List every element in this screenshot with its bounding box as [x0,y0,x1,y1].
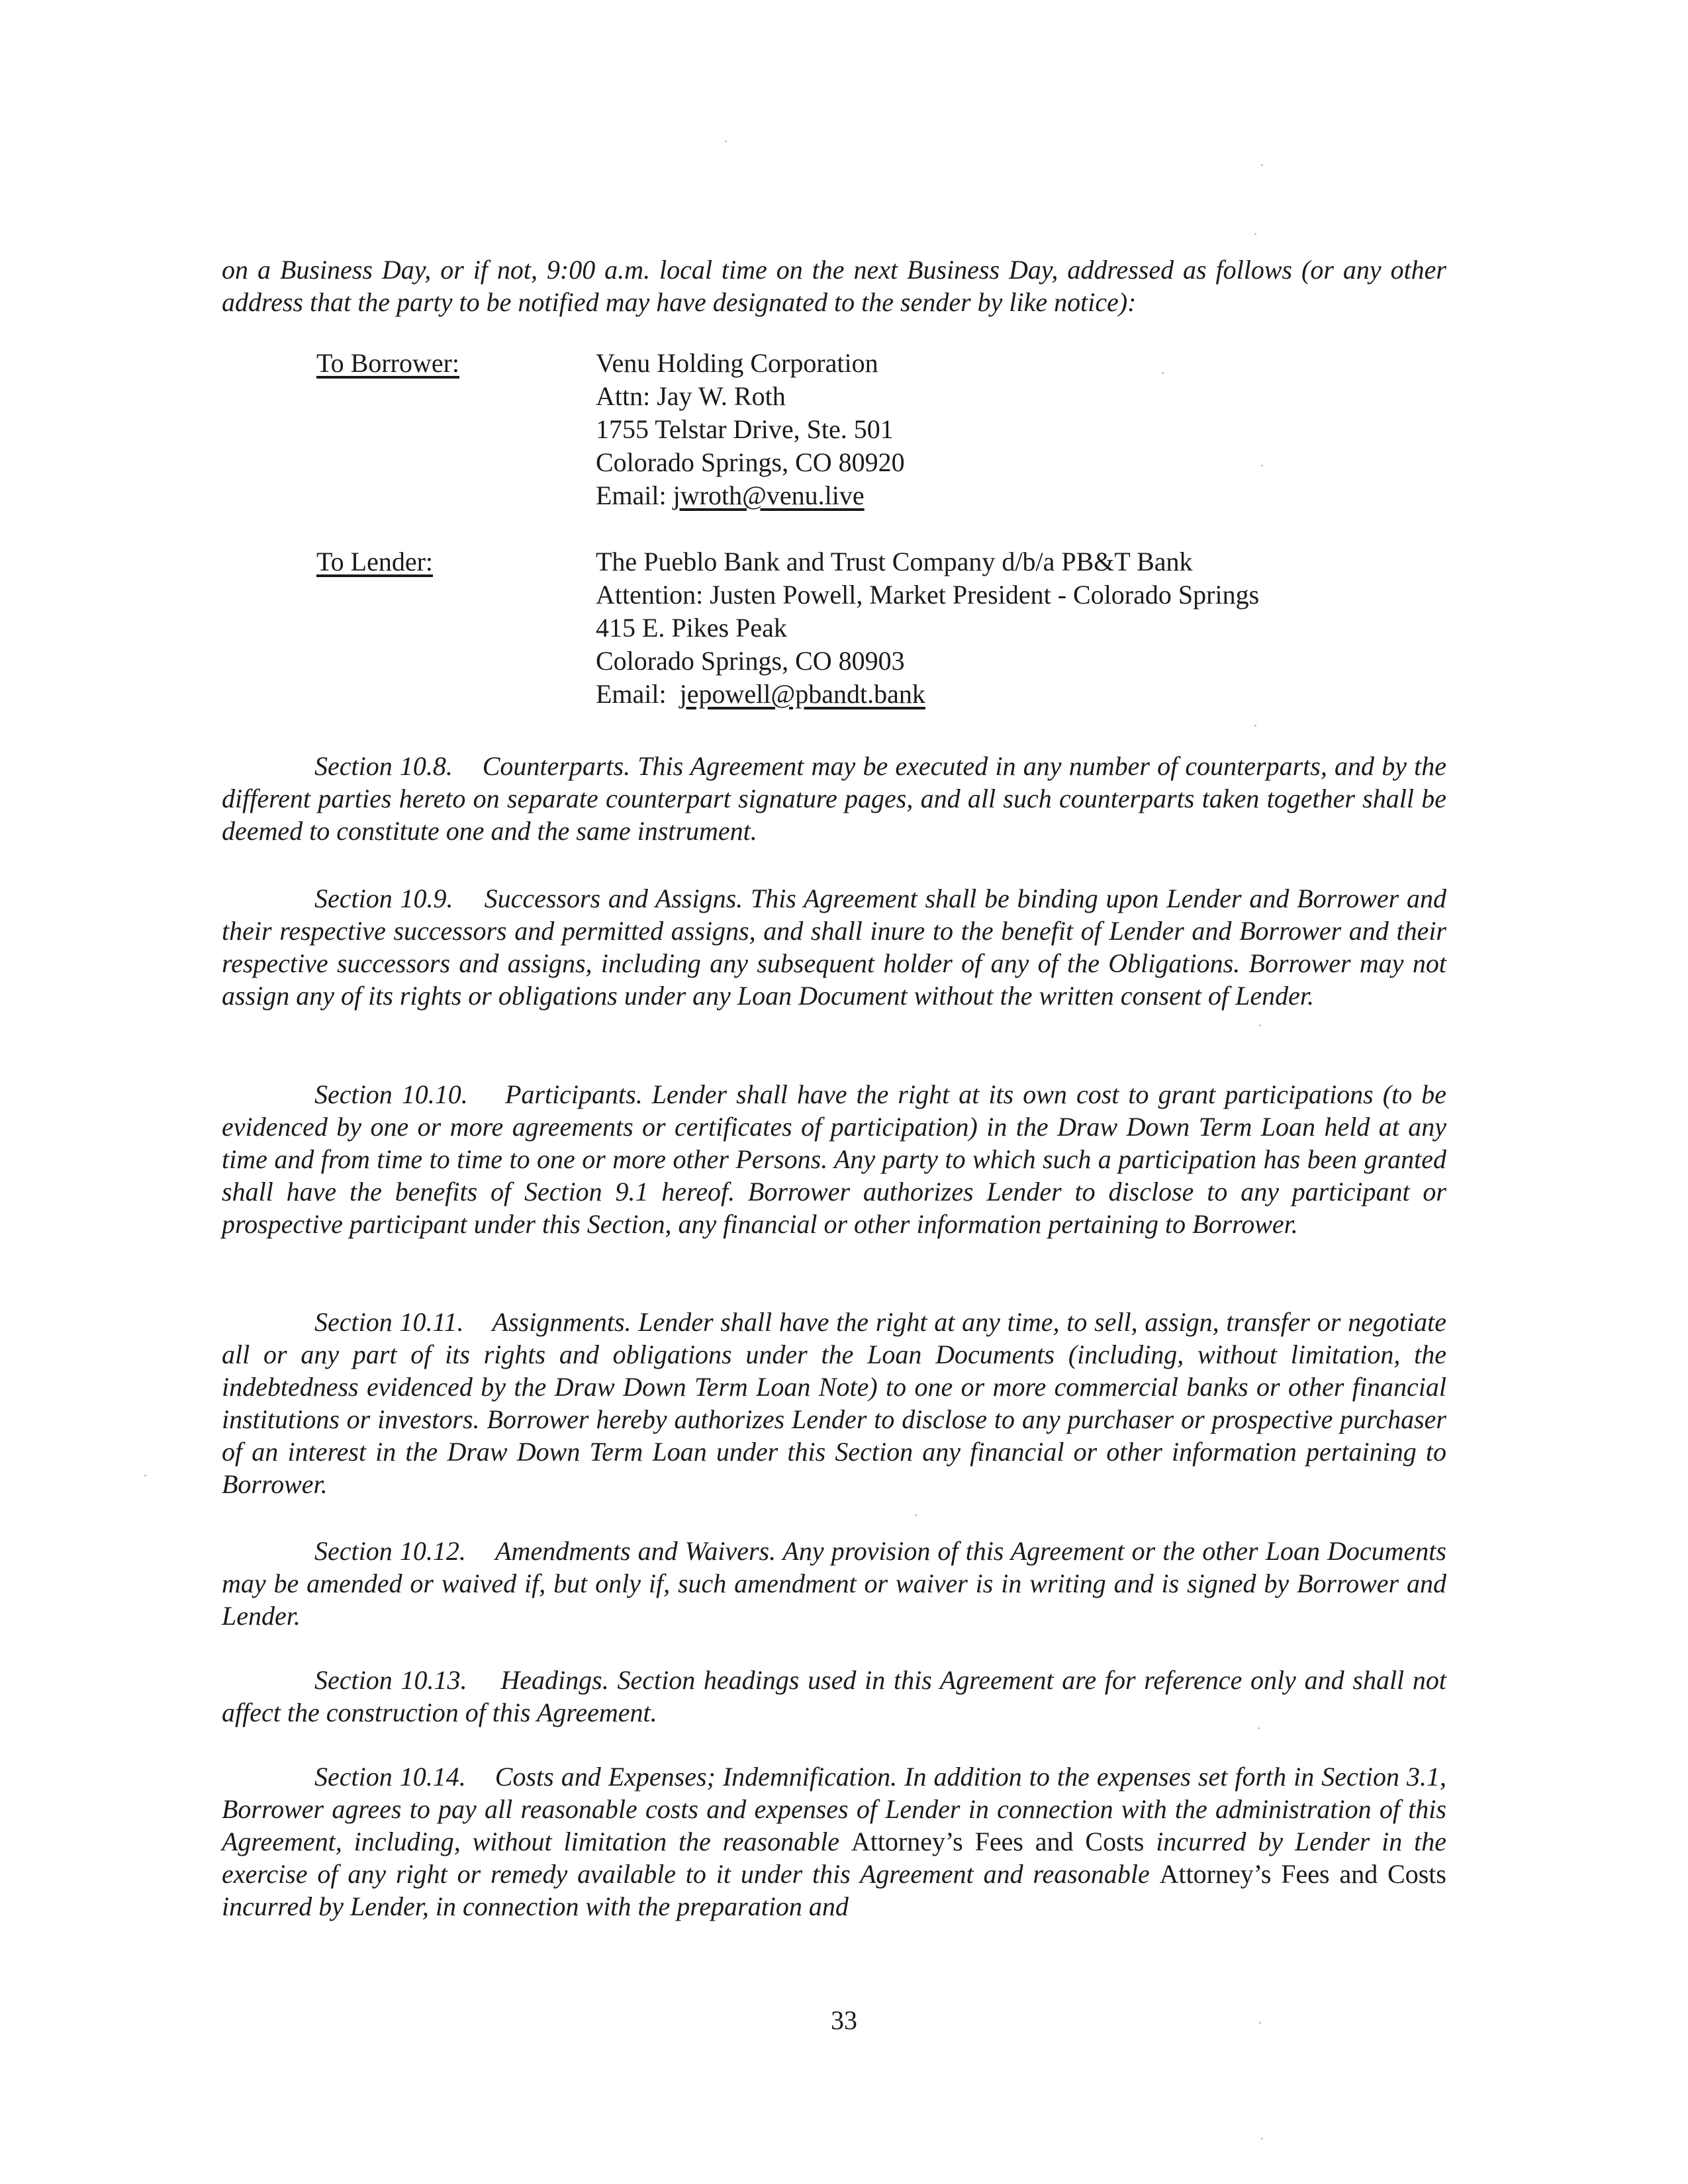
borrower-label: To Borrower: [316,348,460,378]
scan-speck [725,140,727,142]
lender-label: To Lender: [316,547,434,576]
section-heading: Section 10.14. [314,1762,466,1792]
section-text: Counterparts. This Agreement may be executed in any number of counterparts, and by the different parties hereto on separate counterpart signature pages, and all such counterparts taken together shall be deemed to constitute one and the same instrument. [222,751,1447,846]
lender-address-line: Attention: Justen Powell, Market President - Colorado Springs [596,580,1260,610]
section-10-13 [222,1664,1446,1729]
section-text: Headings. Section headings used in this Agreement are for reference only and shall not affect the construction of this Agreement. [222,1665,1447,1727]
lender-email-line [596,678,1259,711]
section-heading: Section 10.12. [314,1536,466,1566]
borrower-address [596,347,905,512]
section-10-14 [222,1760,1446,1923]
section-text: Amendments and Waivers. Any provision of this Agreement or the other Loan Documents may be amended or waived if, but only if, such amendment or waiver is in writing and is signed by Borrower and Lender. [222,1536,1446,1631]
borrower-email-link[interactable]: jwroth@venu.live [673,480,865,510]
lender-email-link[interactable]: jepowell@pbandt.bank [679,679,925,709]
lender-address-line: Colorado Springs, CO 80903 [596,646,905,676]
section-text: Successors and Assigns. This Agreement shall be binding upon Lender and Borrower and their respective successors and permitted assigns, and shall inure to the benefit of Lender and Borrower and their respective successors and assigns, including any subsequent holder of any of the Obligations. Borrower may not assign any of its rights or obligations under any Loan Document without the written consent of Lender. [222,884,1447,1011]
scan-speck [1254,233,1256,235]
borrower-email-prefix: Email: [596,480,673,510]
intro-paragraph: on a Business Day, or if not, 9:00 a.m. local time on the next Business Day, addressed as follows (or any other address that the party to be notified may have designated to the sender by like notice): [222,255,1446,317]
defined-term: Attorney’s Fees and Costs [851,1827,1145,1856]
section-text: Participants. Lender shall have the right at its own cost to grant participations (to be evidenced by one or more agreements or certificates of participation) in the Draw Down Term Loan held at any time and from time to time to one or more other Persons. Any party to which such a participation has been granted shall have the benefits of Section 9.1 hereof. Borrower authorizes Lender to disclose to any participant or prospective participant under this Section, any financial or other information pertaining to Borrower. [222,1079,1447,1239]
lender-address-line: The Pueblo Bank and Trust Company d/b/a PB&T Bank [596,547,1193,576]
scan-speck [1259,1024,1261,1026]
section-10-12 [222,1535,1446,1632]
lender-address-line: 415 E. Pikes Peak [596,613,787,643]
borrower-address-line: Colorado Springs, CO 80920 [596,447,905,477]
lender-email-prefix: Email: [596,679,680,709]
section-10-11 [222,1306,1446,1500]
borrower-address-line: 1755 Telstar Drive, Ste. 501 [596,414,894,444]
section-10-8 [222,750,1446,847]
scan-speck [144,1475,146,1477]
defined-term: Attorney’s Fees and Costs [1159,1859,1446,1889]
section-heading: Section 10.9. [314,884,453,913]
lender-address [596,545,1259,711]
scan-speck [1254,725,1256,727]
scan-speck [1162,372,1164,374]
section-text-part: incurred by Lender in the exercise of any right or remedy available to it under this Agreement and reasonable [222,1827,1446,1889]
borrower-address-line: Venu Holding Corporation [596,348,878,378]
borrower-address-line: Attn: Jay W. Roth [596,381,786,411]
page-number: 33 [831,2005,857,2035]
section-heading: Section 10.8. [314,751,453,781]
scan-speck [1261,2138,1263,2140]
scan-speck [1261,164,1263,166]
section-text-part: Costs and Expenses; Indemnification. In addition to the expenses set forth in Section 3.1, Borrower agrees to pay all reasonable costs and expenses of Lender in connection with the administration of this Agreement, including, without limitation the reasonable [222,1762,1447,1856]
section-heading: Section 10.11. [314,1307,464,1337]
section-text-part: incurred by Lender, in connection with the preparation and [222,1891,849,1921]
section-10-9 [222,882,1446,1012]
scan-speck [1261,465,1263,467]
section-10-10 [222,1078,1446,1240]
scan-speck [915,1514,917,1516]
section-text: Assignments. Lender shall have the right at any time, to sell, assign, transfer or negotiate all or any part of its rights and obligations under the Loan Documents (including, without limitation, the indebtedness evidenced by the Draw Down Term Loan Note) to one or more commercial banks or other financial institutions or investors. Borrower hereby authorizes Lender to disclose to any purchaser or prospective purchaser of an interest in the Draw Down Term Loan under this Section any financial or other information pertaining to Borrower. [222,1307,1447,1499]
section-heading: Section 10.10. [314,1079,468,1109]
borrower-email-line [596,479,905,512]
section-heading: Section 10.13. [314,1665,467,1695]
